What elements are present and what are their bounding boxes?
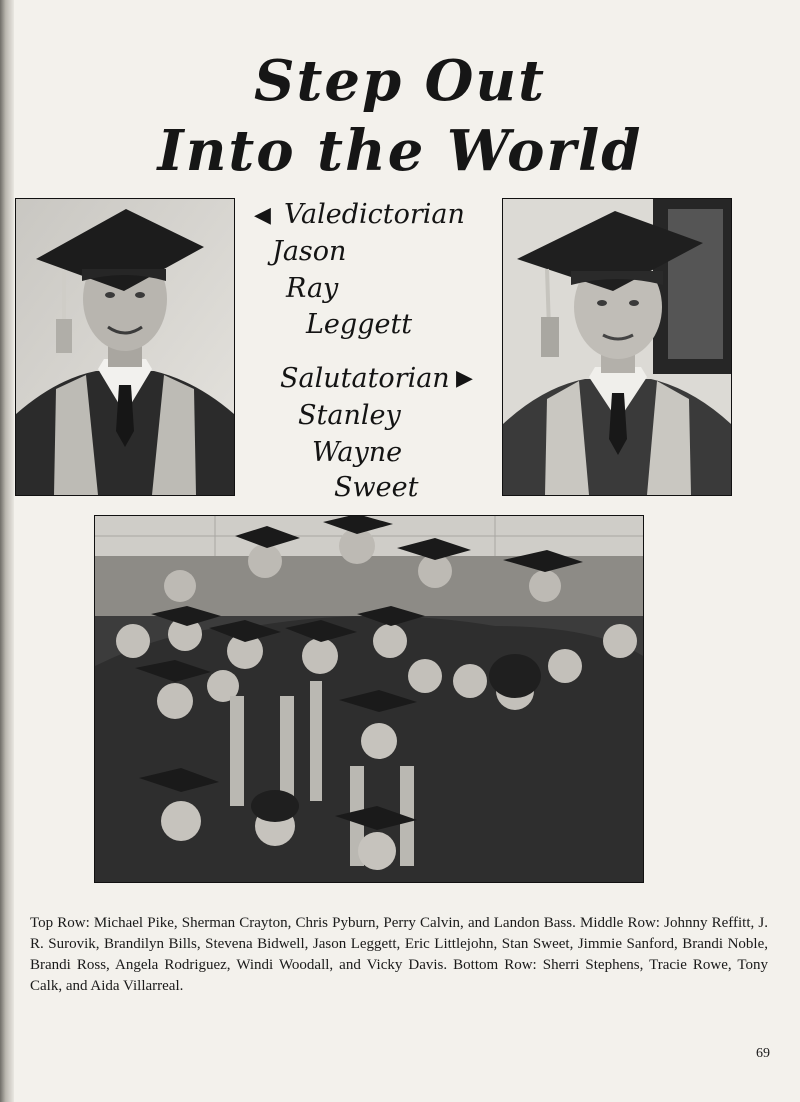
page-title-line-1: Step Out [254, 48, 546, 114]
valedictorian-label: Valedictorian [284, 199, 465, 230]
right-pointer-arrow-icon: ▶ [456, 365, 473, 390]
page-number: 69 [756, 1046, 770, 1061]
salutatorian-photo [502, 198, 732, 496]
group-photo-caption: Top Row: Michael Pike, Sherman Crayton, Chris Pyburn, Perry Calvin, and Landon Bass. Middle Row: Johnny Reffitt, J. R. Surovik, Brandilyn Bills, Stevena Bidwell, Jason Leggett, Eric Littlejohn, Stan Sweet, Jimmie Sanford, Brandi Noble, Brandi Ross, Angela Rodriguez, Windi Woodall, and Vicky Davis. Bottom Row: Sherri Stephens, Tracie Rowe, Tony Calk, and Aida Villarreal. [30, 915, 768, 994]
salutatorian-name-line-2: Wayne [312, 437, 403, 468]
left-pointer-arrow-icon: ◀ [254, 202, 271, 227]
page-title-line-2: Into the World [157, 118, 643, 184]
valedictorian-name-line-3: Leggett [306, 309, 413, 340]
salutatorian-name-line-1: Stanley [298, 400, 401, 431]
salutatorian-name-line-3: Sweet [334, 472, 419, 503]
valedictorian-name-line-1: Jason [272, 236, 347, 267]
salutatorian-label: Salutatorian [280, 363, 450, 394]
valedictorian-photo [15, 198, 235, 496]
valedictorian-name-line-2: Ray [286, 273, 339, 304]
graduating-class-group-photo [94, 515, 644, 883]
